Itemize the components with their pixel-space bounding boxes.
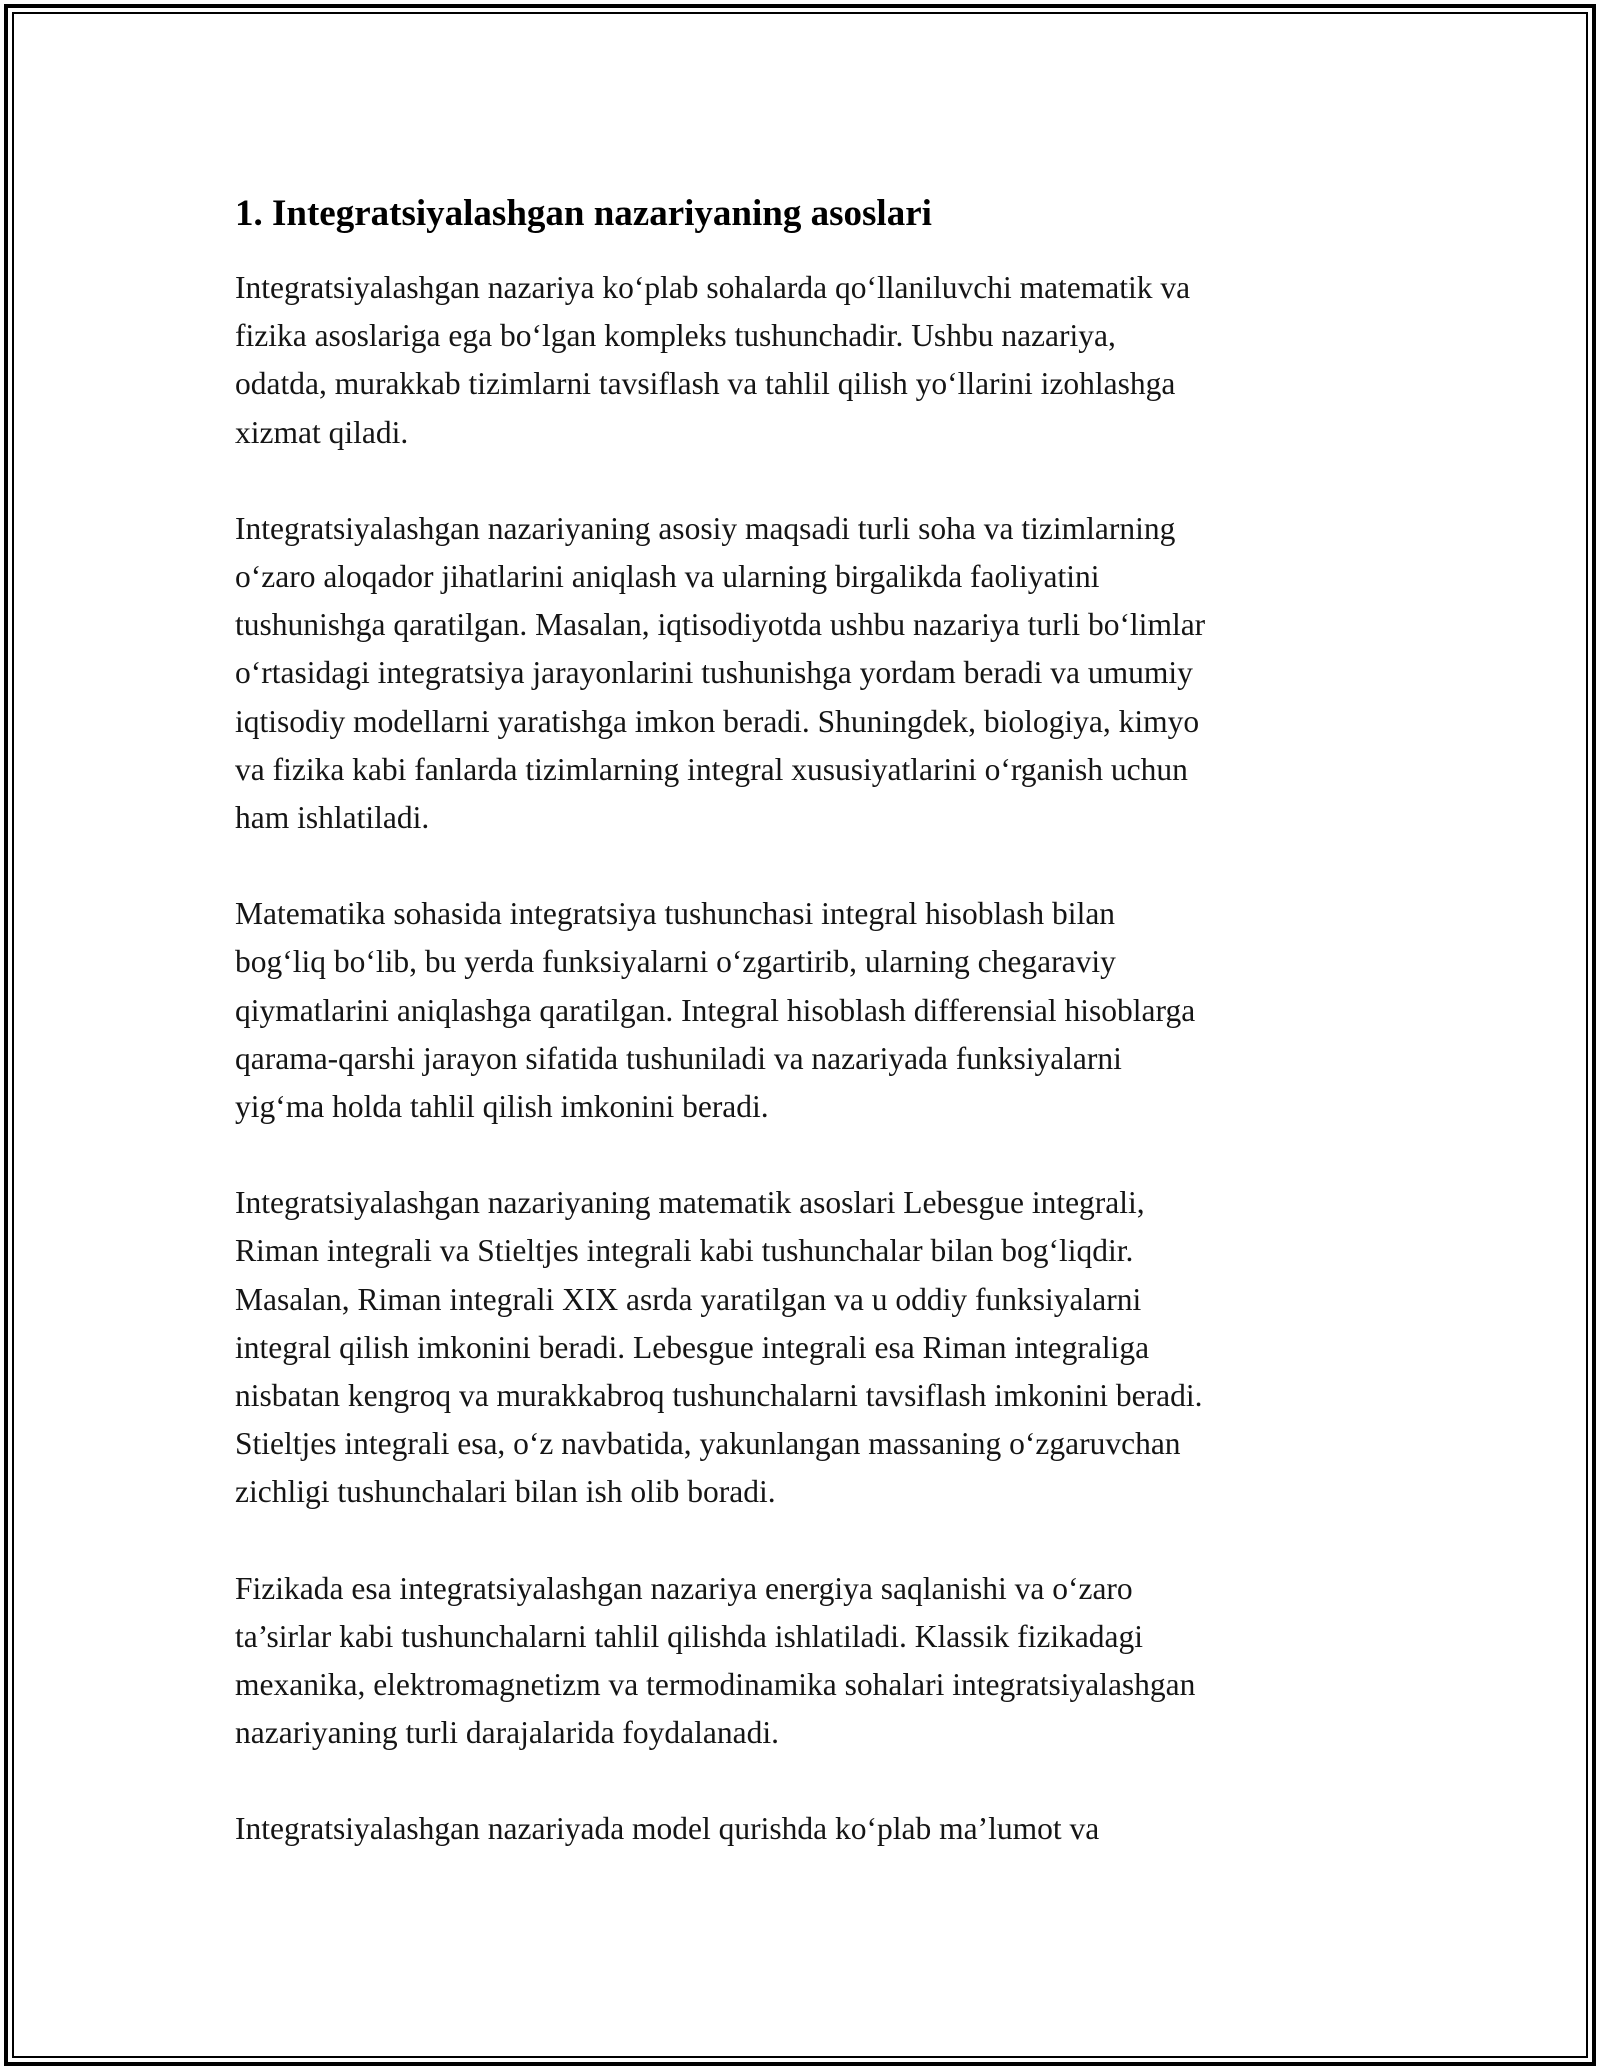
document-body xyxy=(235,186,1375,1902)
paragraph-1: Integratsiyalashgan nazariya ko‘plab sohalarda qo‘llaniluvchi matematik va fizika asoslariga ega bo‘lgan kompleks tushunchadir. Ushbu nazariya, odatda, murakkab tizimlarni tavsiflash va tahlil qilish yo‘llarini izohlashga xizmat qiladi. xyxy=(235,270,1191,450)
paragraph-3: Matematika sohasida integratsiya tushunchasi integral hisoblash bilan bog‘liq bo‘lib, bu yerda funksiyalarni o‘zgartirib, ularning chegaraviy qiymatlarini aniqlashga qaratilgan. Integral hisoblash differensial hisoblarga qarama-qarshi jarayon sifatida tushuniladi va nazariyada funksiyalarni yig‘ma holda tahlil qilish imkonini beradi. xyxy=(235,896,1196,1125)
paragraph-6: Integratsiyalashgan nazariyada model qurishda ko‘plab ma’lumot va xyxy=(235,1811,1100,1847)
paragraph-4: Integratsiyalashgan nazariyaning matematik asoslari Lebesgue integrali, Riman integrali va Stieltjes integrali kabi tushunchalar bilan bog‘liqdir. Masalan, Riman integrali XIX asrda yaratilgan va u oddiy funksiyalarni integral qilish imkonini beradi. Lebesgue integrali esa Riman integraliga nisbatan kengroq va murakkabroq tushunchalarni tavsiflash imkonini beradi. Stieltjes integrali esa, o‘z navbatida, yakunlangan massaning o‘zgaruvchan zichligi tushunchalari bilan ish olib boradi. xyxy=(235,1185,1203,1510)
paragraph-5: Fizikada esa integratsiyalashgan nazariya energiya saqlanishi va o‘zaro ta’sirlar kabi tushunchalarni tahlil qilishda ishlatiladi. Klassik fizikadagi mexanika, elektromagnetizm va termodinamika sohalari integratsiyalashgan nazariyaning turli darajalarida foydalanadi. xyxy=(235,1570,1196,1751)
paragraph-2: Integratsiyalashgan nazariyaning asosiy maqsadi turli soha va tizimlarning o‘zaro aloqador jihatlarini aniqlash va ularning birgalikda faoliyatini tushunishga qaratilgan. Masalan, iqtisodiyotda ushbu nazariya turli bo‘limlar o‘rtasidagi integratsiya jarayonlarini tushunishga yordam beradi va umumiy iqtisodiy modellarni yaratishga imkon beradi. Shuningdek, biologiya, kimyo va fizika kabi fanlarda tizimlarning integral xususiyatlarini o‘rganish uchun ham ishlatiladi. xyxy=(235,510,1206,836)
section-heading: 1. Integratsiyalashgan nazariyaning asoslari xyxy=(235,193,932,234)
